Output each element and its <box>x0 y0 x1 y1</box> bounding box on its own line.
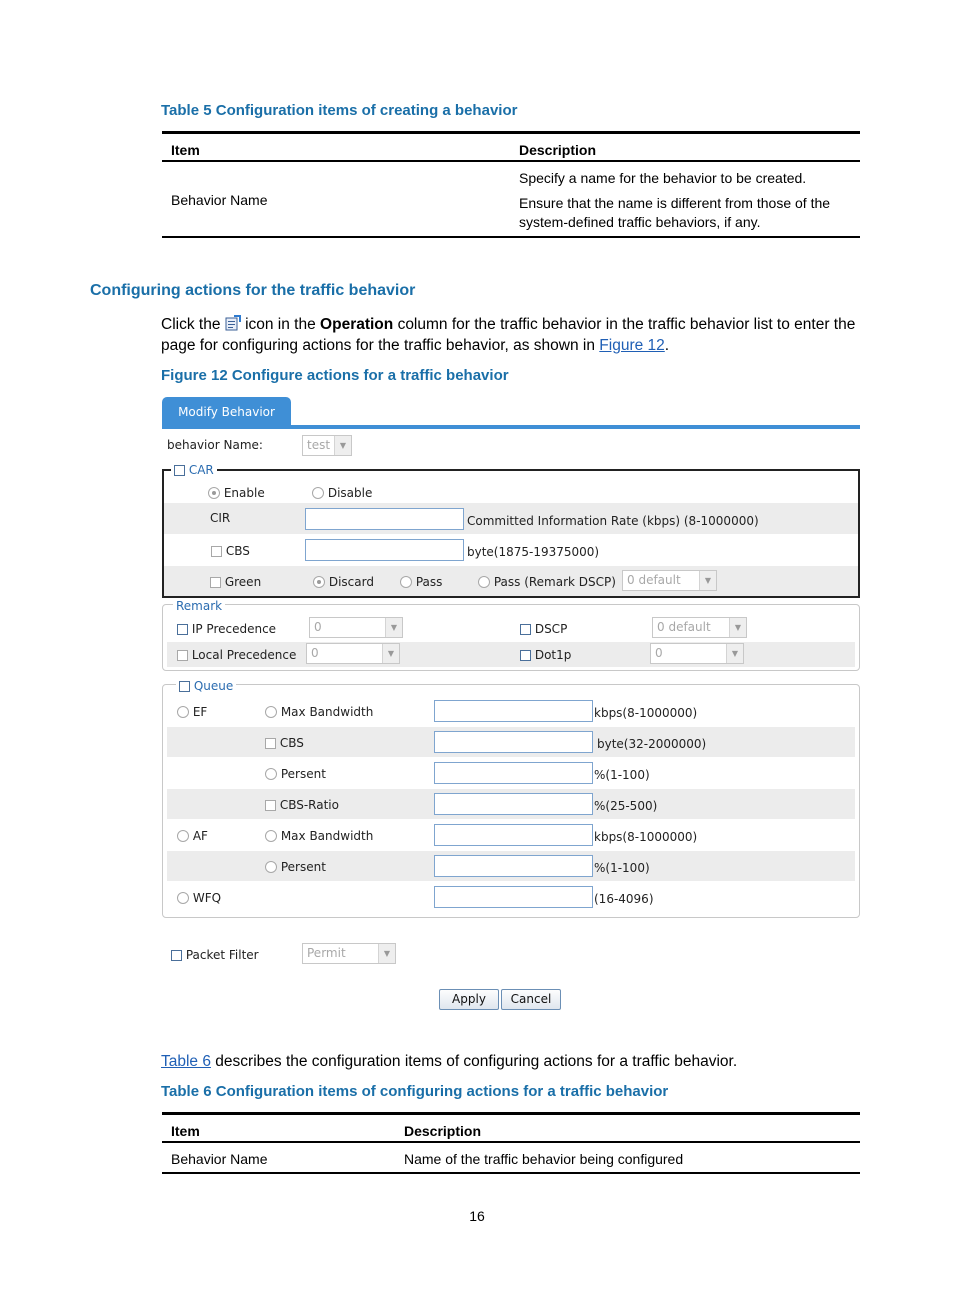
cir-input[interactable] <box>305 508 464 530</box>
discard-option[interactable] <box>313 575 374 589</box>
section-heading: Configuring actions for the traffic behavior <box>90 282 416 299</box>
af-max-bandwidth-option[interactable] <box>265 829 373 843</box>
ef-cbs-ratio-label: CBS-Ratio <box>279 798 339 812</box>
car-cbs-label: CBS <box>225 544 250 558</box>
tab-underline <box>162 425 860 429</box>
ip-precedence-select[interactable] <box>309 617 403 638</box>
para-text: page for configuring actions for the traffic behavior, as shown in <box>161 337 595 354</box>
chevron-down-icon: ▼ <box>334 436 351 455</box>
car-cbs-input[interactable] <box>305 539 464 561</box>
page-number: 16 <box>469 1208 485 1224</box>
chevron-down-icon: ▼ <box>726 644 743 663</box>
table5-cell-item: Behavior Name <box>171 192 268 208</box>
para-bold-operation: Operation <box>320 316 394 333</box>
chevron-down-icon: ▼ <box>385 618 402 637</box>
af-persent-hint: %(1-100) <box>594 861 650 875</box>
packet-filter-option[interactable] <box>171 948 259 962</box>
local-precedence-select[interactable] <box>306 643 400 664</box>
green-option[interactable] <box>210 575 261 589</box>
pass-option[interactable] <box>400 575 442 589</box>
figure12-link[interactable]: Figure 12 <box>599 337 665 354</box>
behavior-name-value: test <box>307 438 331 452</box>
checkbox-icon <box>171 950 182 961</box>
remark-dscp-label: DSCP <box>534 622 568 636</box>
remark-dscp-select[interactable] <box>652 617 747 638</box>
car-legend <box>171 463 217 477</box>
checkbox-icon <box>265 800 276 811</box>
queue-legend-label: Queue <box>193 679 234 693</box>
ef-max-bandwidth-label: Max Bandwidth <box>280 705 374 719</box>
car-disable-option[interactable] <box>312 486 372 500</box>
car-disable-label: Disable <box>327 486 373 500</box>
chevron-down-icon: ▼ <box>729 618 746 637</box>
dot1p-label: Dot1p <box>534 648 572 662</box>
cancel-button[interactable]: Cancel <box>501 989 561 1010</box>
radio-selected-icon <box>208 487 220 499</box>
edit-operation-icon <box>225 315 241 331</box>
af-max-bandwidth-input[interactable] <box>434 824 593 846</box>
table5-bottom-rule <box>162 236 860 238</box>
ef-label: EF <box>192 705 208 719</box>
radio-icon <box>265 706 277 718</box>
intro-paragraph-line2 <box>161 335 669 356</box>
af-persent-option[interactable] <box>265 860 326 874</box>
car-cbs-option[interactable] <box>211 544 250 558</box>
ef-cbs-hint: byte(32-2000000) <box>597 737 707 751</box>
local-precedence-value: 0 <box>311 646 319 660</box>
ef-option[interactable] <box>177 705 207 719</box>
af-option[interactable] <box>177 829 208 843</box>
cir-hint: Committed Information Rate (kbps) (8-1000000) <box>467 514 759 528</box>
radio-icon <box>478 576 490 588</box>
table5-cell-desc1: Specify a name for the behavior to be created. <box>519 170 807 186</box>
behavior-name-label: behavior Name: <box>167 438 263 452</box>
table5-header-description: Description <box>519 142 597 158</box>
behavior-name-select[interactable] <box>302 435 352 456</box>
wfq-label: WFQ <box>192 891 222 905</box>
ef-max-bandwidth-hint: kbps(8-1000000) <box>594 706 698 720</box>
checkbox-icon <box>520 650 531 661</box>
radio-icon <box>177 830 189 842</box>
table6-header-description: Description <box>404 1123 482 1139</box>
dot1p-value: 0 <box>655 646 663 660</box>
table6-intro <box>161 1051 737 1072</box>
checkbox-icon <box>520 624 531 635</box>
table5-header-item: Item <box>171 142 200 158</box>
car-checkbox[interactable] <box>174 465 185 476</box>
para-text: column for the traffic behavior in the traffic behavior list to enter the <box>397 316 856 333</box>
remark-dscp-option[interactable] <box>520 622 567 636</box>
radio-selected-icon <box>313 576 325 588</box>
packet-filter-value: Permit <box>307 946 346 960</box>
checkbox-icon <box>177 650 188 661</box>
table6-intro-text: describes the configuration items of configuring actions for a traffic behavior. <box>215 1053 738 1070</box>
pass-label: Pass <box>415 575 443 589</box>
remark-dscp-value: 0 default <box>657 620 711 634</box>
local-precedence-option[interactable] <box>177 648 296 662</box>
packet-filter-select[interactable] <box>302 943 396 964</box>
car-cbs-hint: byte(1875-19375000) <box>467 545 600 559</box>
ef-persent-option[interactable] <box>265 767 326 781</box>
ef-cbs-ratio-hint: %(25-500) <box>594 799 658 813</box>
discard-label: Discard <box>328 575 374 589</box>
table5-cell-desc2b: system-defined traffic behaviors, if any. <box>519 214 761 230</box>
ef-max-bandwidth-input[interactable] <box>434 700 593 722</box>
checkbox-icon <box>265 738 276 749</box>
queue-legend <box>176 679 236 693</box>
ef-persent-input[interactable] <box>434 762 593 784</box>
wfq-input[interactable] <box>434 886 593 908</box>
local-precedence-label: Local Precedence <box>191 648 297 662</box>
ef-persent-hint: %(1-100) <box>594 768 650 782</box>
intro-paragraph-line1 <box>161 314 855 335</box>
wfq-hint: (16-4096) <box>594 892 654 906</box>
table6-link[interactable]: Table 6 <box>161 1053 211 1070</box>
chevron-down-icon: ▼ <box>699 571 716 590</box>
car-enable-option[interactable] <box>208 486 265 500</box>
tab-modify-behavior[interactable]: Modify Behavior <box>162 397 291 427</box>
car-dscp-select[interactable] <box>622 570 717 591</box>
queue-checkbox[interactable] <box>179 681 190 692</box>
af-max-bandwidth-label: Max Bandwidth <box>280 829 374 843</box>
table5-caption: Table 5 Configuration items of creating a behavior <box>161 102 518 119</box>
checkbox-icon <box>177 624 188 635</box>
car-legend-label: CAR <box>188 463 214 477</box>
para-text: . <box>664 337 670 354</box>
af-max-bandwidth-hint: kbps(8-1000000) <box>594 830 698 844</box>
green-label: Green <box>224 575 262 589</box>
radio-icon <box>265 861 277 873</box>
table6-cell-description: Name of the traffic behavior being configured <box>404 1151 684 1167</box>
table6-header-item: Item <box>171 1123 200 1139</box>
radio-icon <box>312 487 324 499</box>
car-dscp-value: 0 default <box>627 573 681 587</box>
ef-cbs-option[interactable] <box>265 736 304 750</box>
radio-icon <box>265 830 277 842</box>
ef-cbs-ratio-option[interactable] <box>265 798 339 812</box>
ip-precedence-value: 0 <box>314 620 322 634</box>
table6-top-rule <box>162 1112 860 1115</box>
table6-header-rule <box>162 1141 860 1143</box>
table6-bottom-rule <box>162 1172 860 1174</box>
para-text: Click the <box>161 316 221 333</box>
packet-filter-label: Packet Filter <box>185 948 259 962</box>
ef-persent-label: Persent <box>280 767 326 781</box>
cir-label: CIR <box>210 511 231 525</box>
car-enable-label: Enable <box>223 486 265 500</box>
ip-precedence-option[interactable] <box>177 622 276 636</box>
apply-button[interactable]: Apply <box>439 989 499 1010</box>
checkbox-icon <box>210 577 221 588</box>
ef-cbs-ratio-input[interactable] <box>434 793 593 815</box>
checkbox-icon <box>211 546 222 557</box>
figure12-caption: Figure 12 Configure actions for a traffic behavior <box>161 367 509 384</box>
af-persent-input[interactable] <box>434 855 593 877</box>
ef-max-bandwidth-option[interactable] <box>265 705 373 719</box>
table6-cell-item: Behavior Name <box>171 1151 268 1167</box>
table5-cell-desc2a: Ensure that the name is different from those of the <box>519 195 831 211</box>
pass-remark-label: Pass (Remark DSCP) <box>493 575 616 589</box>
radio-icon <box>177 892 189 904</box>
ef-cbs-input[interactable] <box>434 731 593 753</box>
dot1p-select[interactable] <box>650 643 744 664</box>
wfq-option[interactable] <box>177 891 221 905</box>
pass-remark-option[interactable] <box>478 575 616 589</box>
radio-icon <box>177 706 189 718</box>
para-text: icon in the <box>245 316 316 333</box>
table5-top-rule <box>162 131 860 134</box>
radio-icon <box>400 576 412 588</box>
radio-icon <box>265 768 277 780</box>
ef-cbs-label: CBS <box>279 736 304 750</box>
dot1p-option[interactable] <box>520 648 571 662</box>
table5-header-rule <box>162 160 860 162</box>
table6-caption: Table 6 Configuration items of configuring actions for a traffic behavior <box>161 1083 669 1100</box>
af-label: AF <box>192 829 208 843</box>
chevron-down-icon: ▼ <box>382 644 399 663</box>
af-persent-label: Persent <box>280 860 326 874</box>
remark-legend: Remark <box>173 599 225 613</box>
ip-precedence-label: IP Precedence <box>191 622 277 636</box>
chevron-down-icon: ▼ <box>378 944 395 963</box>
